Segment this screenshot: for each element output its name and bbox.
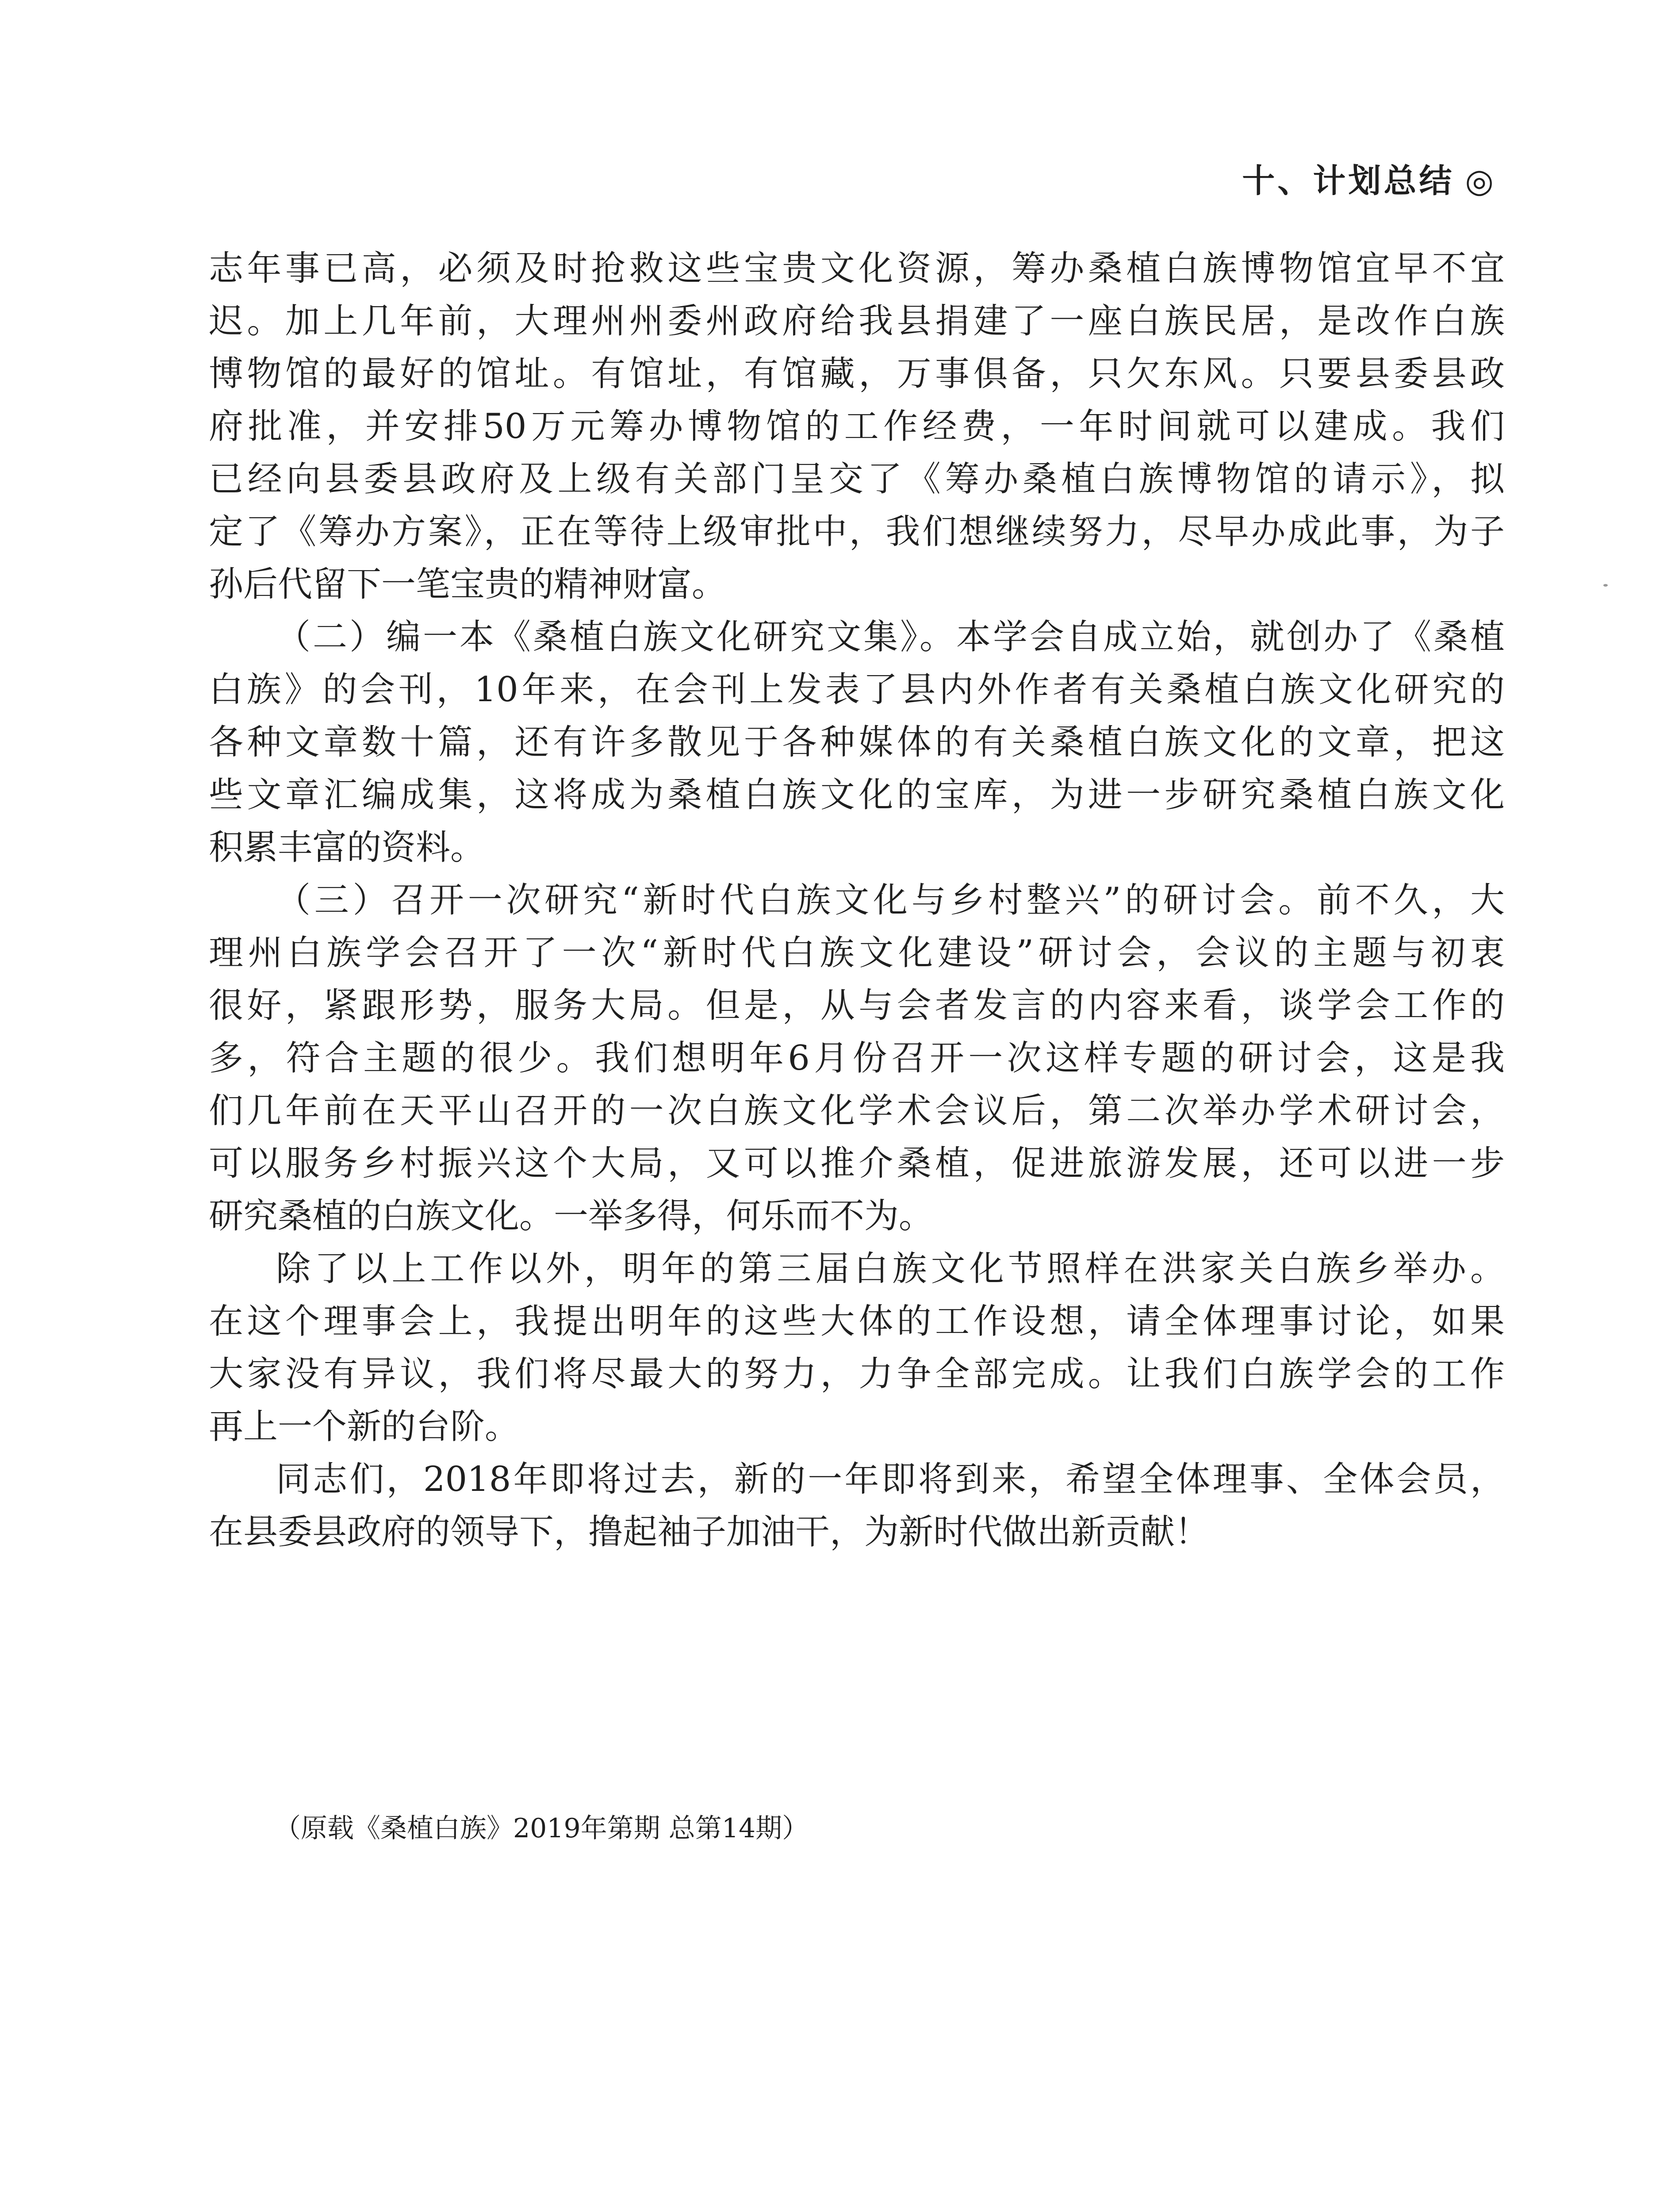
text-line: 除了以上工作以外，明年的第三届白族文化节照样在洪家关白族乡举办。 — [276, 1249, 1505, 1289]
text-line: 理州白族学会召开了一次“新时代白族文化建设”研讨会，会议的主题与初衷 — [209, 933, 1505, 973]
text-line: 多，符合主题的很少。我们想明年6月份召开一次这样专题的研讨会，这是我 — [209, 1038, 1505, 1078]
text-line: 在县委县政府的领导下，撸起袖子加油干，为新时代做出新贡献！ — [209, 1512, 1210, 1552]
running-head — [1242, 155, 1496, 202]
text-line: 孙后代留下一笔宝贵的精神财富。 — [209, 565, 727, 604]
text-line: 在这个理事会上，我提出明年的这些大体的工作设想，请全体理事讨论，如果 — [209, 1302, 1505, 1341]
paragraph-heading-3: （三）召开一次研究“新时代白族文化与乡村整兴”的研讨会。前不久，大 — [276, 880, 1505, 920]
paragraph-heading-2: （二）编一本《桑植白族文化研究文集》。本学会自成立始，就创办了《桑植 — [276, 617, 1505, 657]
double-circle-icon: ◎ — [1465, 162, 1496, 200]
text-line: 大家没有异议，我们将尽最大的努力，力争全部完成。让我们白族学会的工作 — [209, 1354, 1505, 1394]
text-line: 再上一个新的台阶。 — [209, 1407, 520, 1447]
text-line: 志年事已高，必须及时抢救这些宝贵文化资源，筹办桑植白族博物馆宜早不宜 — [209, 249, 1505, 288]
text-line: 们几年前在天平山召开的一次白族文化学术会议后，第二次举办学术研讨会， — [209, 1091, 1505, 1131]
source-note: （原载《桑植白族》2019年第期 总第14期） — [274, 1813, 809, 1844]
text-line: 些文章汇编成集，这将成为桑植白族文化的宝库，为进一步研究桑植白族文化 — [209, 775, 1505, 815]
text-line: 白族》的会刊，10年来，在会刊上发表了县内外作者有关桑植白族文化研究的 — [209, 670, 1505, 710]
scan-speck — [1603, 584, 1608, 587]
text-line: 同志们，2018年即将过去，新的一年即将到来，希望全体理事、全体会员， — [276, 1459, 1505, 1499]
text-line: 已经向县委县政府及上级有关部门呈交了《筹办桑植白族博物馆的请示》，拟 — [209, 459, 1505, 499]
text-line: 研究桑植的白族文化。一举多得，何乐而不为。 — [209, 1196, 934, 1236]
text-line: 定了《筹办方案》，正在等待上级审批中，我们想继续努力，尽早办成此事，为子 — [209, 512, 1505, 552]
text-line: 很好，紧跟形势，服务大局。但是，从与会者发言的内容来看，谈学会工作的 — [209, 986, 1505, 1025]
text-line: 府批准，并安排50万元筹办博物馆的工作经费，一年时间就可以建成。我们 — [209, 407, 1505, 446]
text-line: 博物馆的最好的馆址。有馆址，有馆藏，万事俱备，只欠东风。只要县委县政 — [209, 354, 1505, 394]
body-text — [209, 242, 1505, 1559]
text-line: 积累丰富的资料。 — [209, 828, 485, 868]
text-line: 可以服务乡村振兴这个大局，又可以推介桑植，促进旅游发展，还可以进一步 — [209, 1144, 1505, 1183]
text-line: 迟。加上几年前，大理州州委州政府给我县捐建了一座白族民居，是改作白族 — [209, 301, 1505, 341]
text-line: 各种文章数十篇，还有许多散见于各种媒体的有关桑植白族文化的文章，把这 — [209, 722, 1505, 762]
running-head-title: 十、计划总结 — [1242, 162, 1455, 200]
